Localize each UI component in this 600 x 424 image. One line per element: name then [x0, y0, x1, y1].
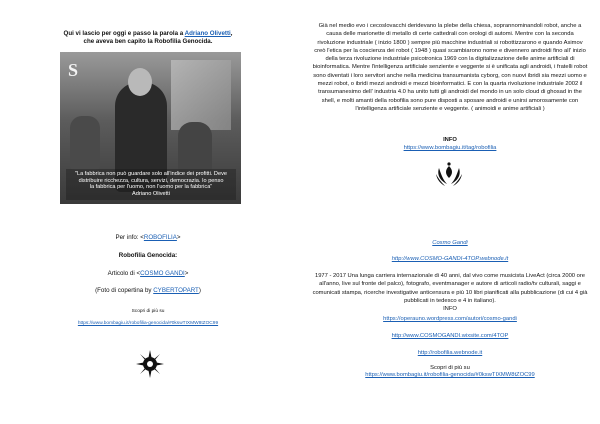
info-url-link[interactable]: https://www.bombagiu.it/tag/robofilia — [403, 145, 497, 151]
author-name-wrap — [312, 240, 588, 246]
right-url-wrap — [312, 372, 588, 378]
intro-text — [30, 30, 266, 46]
article-line — [30, 270, 266, 277]
wreath-emblem-icon — [433, 160, 465, 190]
cover-post: ) — [198, 287, 201, 294]
cover-line — [30, 287, 266, 294]
right-page — [300, 0, 600, 424]
link3-wrap — [312, 350, 588, 356]
olivetti-photo — [60, 52, 241, 204]
compass-icon — [136, 350, 164, 378]
quote-line-2: distribuire ricchezza, cultura, servizi, democrazia. Io penso — [78, 177, 224, 184]
wixsite-link[interactable]: http://www.COSMOGANDI.wixsite.com/4TOP — [391, 333, 509, 339]
photo-man-head — [128, 68, 152, 96]
per-info-line — [30, 234, 266, 241]
right-url-link[interactable]: https://www.bombagiu.it/robofilia-genocida/#0kswTIXMW8tZOC99 — [365, 372, 535, 378]
photo-logo: S — [68, 60, 79, 80]
intro-line-1-pre: Qui vi lascio per oggi e passo la parola a — [63, 30, 185, 37]
photo-quote — [66, 169, 236, 200]
left-page — [0, 0, 296, 424]
author-site-link[interactable]: http://www.COSMO-GANDI-4TOP.webnode.it — [391, 256, 509, 262]
info-url-wrap — [312, 145, 588, 151]
adriano-olivetti-link[interactable]: Adriano Olivetti — [184, 30, 231, 37]
author-name-link[interactable]: Cosmo Gandi — [432, 240, 468, 246]
author-site-wrap — [312, 256, 588, 262]
cover-pre: (Foto di copertina by — [95, 287, 154, 294]
quote-line-1: "La fabbrica non può guardare solo all'indice dei profitti. Deve — [74, 170, 227, 177]
link1-wrap — [312, 316, 588, 322]
photo-window — [171, 60, 231, 130]
article-post: > — [184, 270, 189, 277]
left-url-text[interactable]: https://www.bombagiu.it/robofilia-genocida/#0kswTIXMW8tZOC99 — [77, 321, 219, 326]
left-url-link[interactable] — [30, 321, 266, 326]
right-paragraph: Già nel medio evo i cecoslovacchi deridevano la plebe della chiesa, soprannominandoli robot, anche a causa delle marionette di metallo di certe cattedrali con orologi di automi. Mentre con la seconda rivoluzione industriale ( inizio 1800 ) sempre più macchine industriali si robottizzarono e quando Asimov creò l'etica per la coscienza dei robot ( 1948 ) quasi scambiarono nome e divennero androidi fino all' inizio della terza rivoluzione industriale psicotronica 1969 con la digitalizzazione delle anime artificiali di bioinformatica. Mentre l'intelligenza artificiale senziente e veggente si è unificata agli androidi, i fratelli robot sono diventati i loro servitori anche nella medicina transumanista cyborg, con nuovi ibridi sia mezzi uomo e mezzi robot, o ibridi mezzi androidi e mezzi bioinformatici. E con la quarta rivoluzione industriale 2002 il transumanesimo dell' industria 4.0 ha unito tutti gli androidi del mondo in un solo cloud di ghosad in the shell, e molti amanti della robofilia sono pure disposti a sposare androidi e unirsi amorosamente con l'intelligenza artificiale senziente e veggente. ( animoidi e anime artificiali ) — [312, 23, 588, 112]
intro-line-2: che aveva ben capito la Robofilia Genocida. — [83, 38, 213, 45]
link2-wrap — [312, 333, 588, 339]
info-label: INFO — [443, 137, 457, 143]
per-info-pre: Per info: < — [115, 234, 144, 241]
quote-line-3: la fabbrica per l'uomo, non l'uomo per la fabbrica" — [89, 184, 213, 191]
intro-line-1 — [30, 30, 266, 38]
scopri-label: Scopri di più su — [131, 309, 165, 314]
webnode-link[interactable]: http://robofilia.webnode.it — [417, 350, 483, 356]
info-label-2: INFO — [443, 306, 457, 312]
cybertopart-link[interactable]: CYBERTOPART — [153, 287, 199, 294]
article-pre: Articolo di < — [107, 270, 141, 277]
cosmo-gandi-link[interactable]: COSMO GANDI — [140, 270, 185, 277]
author-bio: 1977 - 2017 Una lunga carriera internazionale di 40 anni, dal vivo come musicista LiveAct (circa 2000 ore all'anno, live sul fronte del palco), fotografo, eventmanager e autore di articoli radio/tv culturali, saggi e comunicati stampa, ricerche investigative anticensura e più 10 libri pianificati alla pubblicazione (di cui 4 già pubblicati in tedesco e 4 in italiano). — [312, 273, 588, 304]
right-scopri-label: Scopri di più su — [430, 365, 470, 371]
operauno-link[interactable]: https://operauno.wordpress.com/autori/cosmo-gandi — [383, 316, 517, 322]
intro-line-1-post: , — [230, 30, 233, 37]
quote-author: Adriano Olivetti — [132, 191, 170, 198]
section-title: Robofilia Genocida: — [118, 252, 178, 259]
photo-worker-right — [178, 122, 212, 172]
photo-worker-left — [70, 116, 100, 170]
per-info-post: > — [176, 234, 181, 241]
robofilia-link[interactable]: ROBOFILIA — [143, 234, 177, 241]
